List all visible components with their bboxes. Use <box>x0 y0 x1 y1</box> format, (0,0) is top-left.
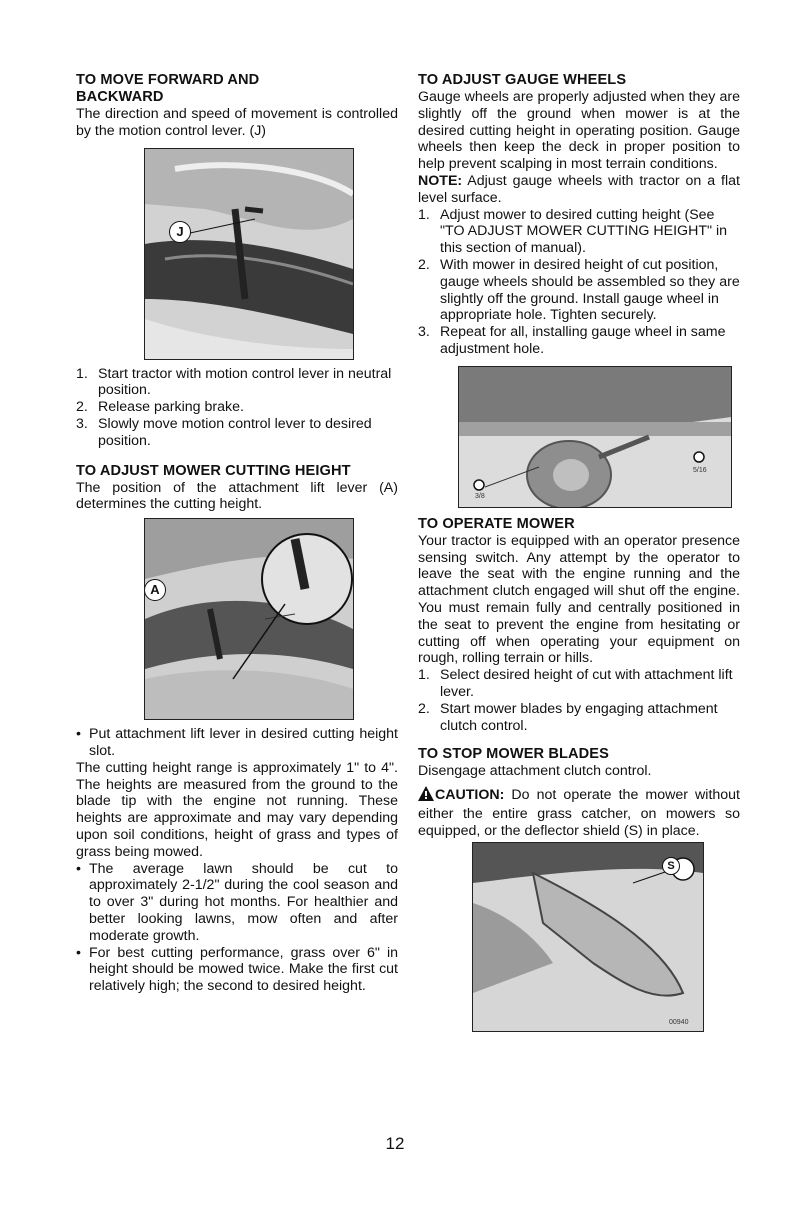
figure-code-00940: 00940 <box>669 1018 689 1026</box>
list-item: 1. Adjust mower to desired cutting height (See "TO ADJUST MOWER CUTTING HEIGHT" in this section of manual). <box>418 206 728 257</box>
list-item: 1. Select desired height of cut with attachment lift lever. <box>418 667 733 700</box>
cutting-range-paragraph: The cutting height range is approximately 1" to 4". The heights are measured from the ground to the blade tip with the engine not running. These heights are approximate and may vary depending upon soil conditions, height of grass and types of grass being mowed. <box>76 759 398 860</box>
stop-intro: Disengage attachment clutch control. <box>418 763 652 780</box>
list-item: 3. Repeat for all, installing gauge wheel in same adjustment hole. <box>418 324 726 357</box>
move-intro: The direction and speed of movement is controlled by the motion control lever. (J) <box>76 106 398 139</box>
heading-gauge-wheels: TO ADJUST GAUGE WHEELS <box>418 72 627 88</box>
figure-deflector-shield <box>472 842 704 1032</box>
list-item: • Put attachment lift lever in desired cutting height slot. <box>76 726 398 759</box>
heading-cutting-height: TO ADJUST MOWER CUTTING HEIGHT <box>76 462 351 479</box>
heading-move-forward: TO MOVE FORWARD AND BACKWARD <box>76 72 260 105</box>
list-item: • The average lawn should be cut to approximately 2-1/2" during the cool season and to over 3" during hot months. For healthier and better looking lawns, mow often and after moderate growth. <box>76 860 398 944</box>
figure-gauge-wheel <box>458 366 732 508</box>
cutting-bullets <box>76 861 398 995</box>
right-column <box>418 72 740 1038</box>
gauge-intro: Gauge wheels are properly adjusted when they are slightly off the ground when mower is at the desired cutting height in operating position. Gauge wheels then keep the deck in proper position to help prevent scalping in most terrain conditions. <box>418 89 740 173</box>
figure-code-3-8: 3/8 <box>475 492 485 500</box>
move-steps <box>76 366 398 450</box>
operate-steps <box>418 667 740 734</box>
callout-j: J <box>169 221 191 243</box>
callout-a: A <box>144 579 166 601</box>
cutting-bullet-1 <box>76 726 398 760</box>
heading-stop-blades: TO STOP MOWER BLADES <box>418 746 609 763</box>
warning-triangle-icon <box>418 786 434 806</box>
page-number: 12 <box>385 1134 405 1153</box>
figure-code-5-16: 5/16 <box>693 466 707 474</box>
figure-attachment-lift-lever <box>144 518 354 720</box>
caution-paragraph: CAUTION: Do not operate the mower without either the entire grass catcher, on mowers so equipped, or the deflector shield (S) in place. <box>418 787 740 839</box>
list-item: 3. Slowly move motion control lever to desired position. <box>76 415 372 449</box>
list-item: 2. Release parking brake. <box>76 399 244 416</box>
heading-operate-mower: TO OPERATE MOWER <box>418 515 575 532</box>
list-item: 1. Start tractor with motion control lever in neutral position. <box>76 365 392 399</box>
gauge-note: NOTE: Adjust gauge wheels with tractor on a flat level surface. <box>418 172 740 206</box>
list-item: • For best cutting performance, grass over 6" in height should be mowed twice. Make the first cut relatively high; the second to desired height. <box>76 944 398 995</box>
list-item: 2. With mower in desired height of cut position, gauge wheels should be assembled so they are slightly off the ground. Install gauge wheel in appropriate hole. Tighten securely. <box>418 256 740 324</box>
list-item: 2. Start mower blades by engaging attachment clutch control. <box>418 700 718 734</box>
callout-s: S <box>662 857 680 875</box>
figure-motion-control-lever <box>144 148 354 360</box>
left-column <box>76 72 398 995</box>
gauge-steps <box>418 207 740 358</box>
cutting-height-intro: The position of the attachment lift lever (A) determines the cutting height. <box>76 479 398 513</box>
operate-intro: Your tractor is equipped with an operator presence sensing switch. Any attempt by the operator to leave the seat with the engine running and the attachment clutch engaged will shut off the engine. You must remain fully and centrally positioned in the seat to prevent the engine from hesitating or cutting off when operating your equipment on rough, rolling terrain or hills. <box>418 532 740 667</box>
